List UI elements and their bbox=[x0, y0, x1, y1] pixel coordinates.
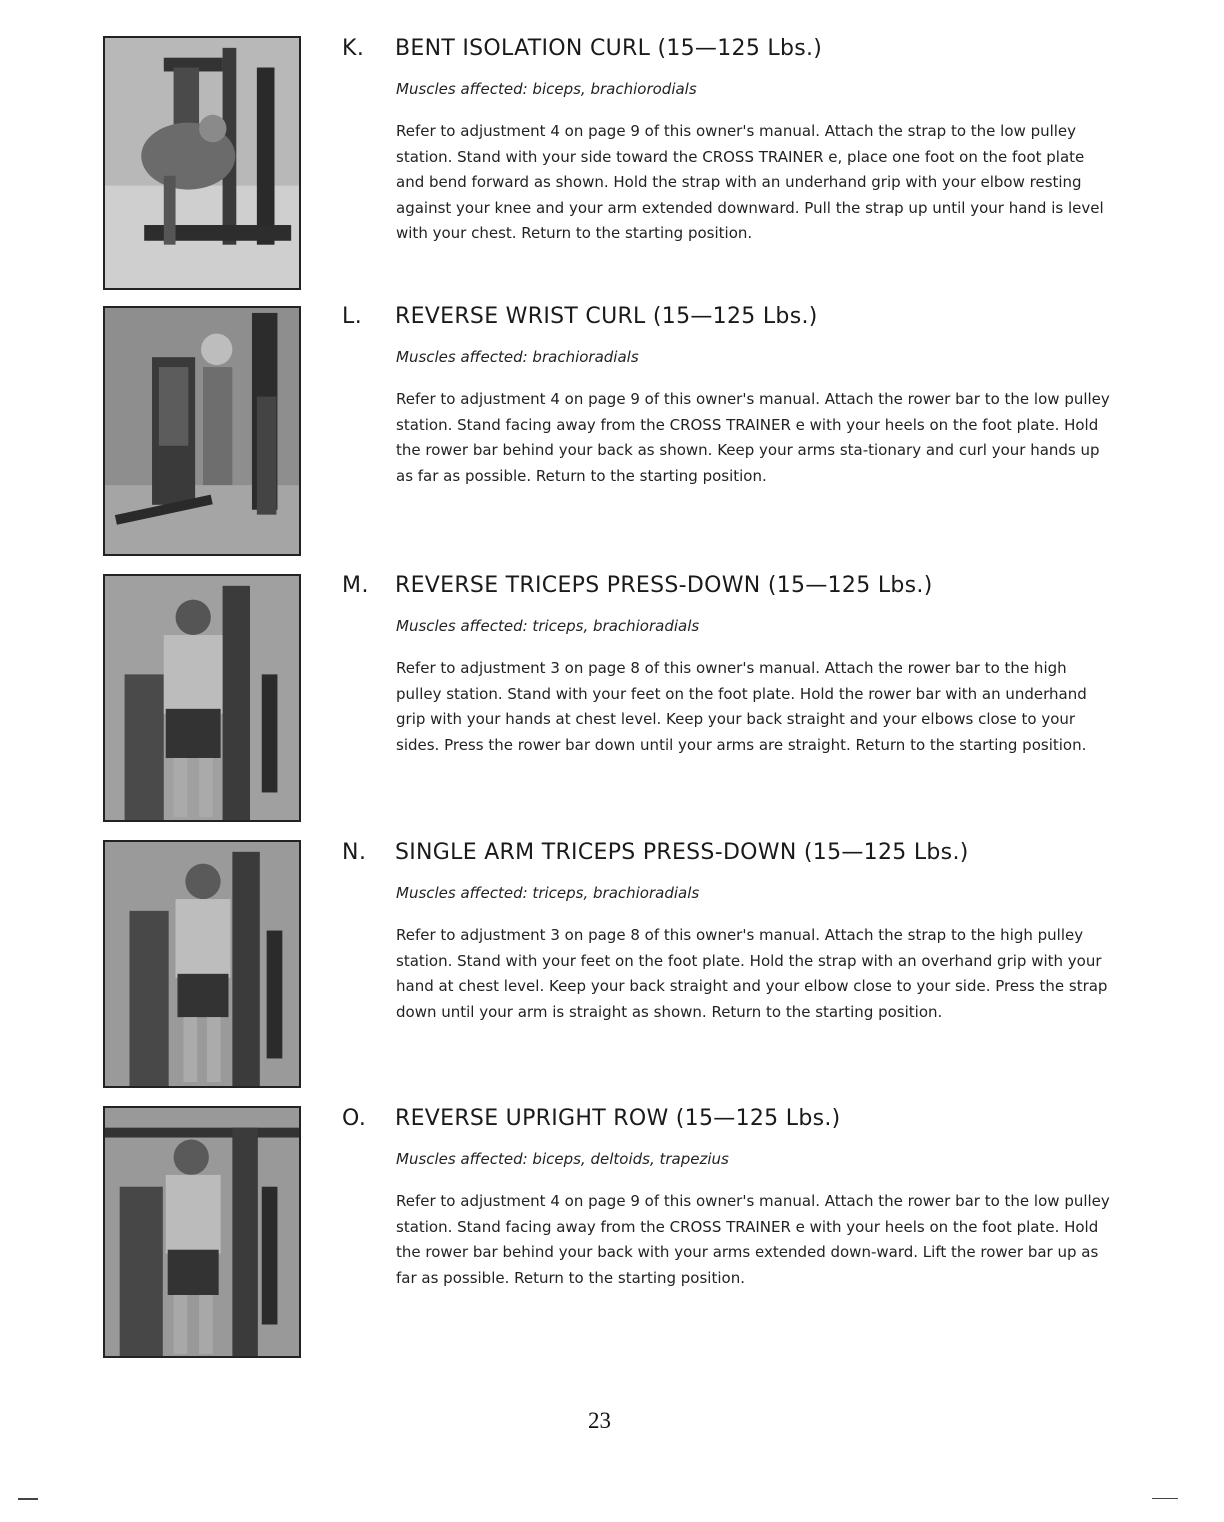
exercise-o bbox=[342, 1106, 1112, 1291]
exercise-letter: L. bbox=[342, 304, 363, 329]
exercise-letter: N. bbox=[342, 840, 367, 865]
muscles-affected: Muscles affected: triceps, brachioradials bbox=[396, 617, 700, 635]
exercise-title: REVERSE UPRIGHT ROW (15—125 Lbs.) bbox=[395, 1106, 841, 1131]
exercise-instructions: Refer to adjustment 3 on page 8 of this owner's manual. Attach the rower bar to the high pulley station. Stand with your feet on the foot plate. Hold the rower bar with an underhand grip with your hands at chest level. Keep your back straight and your elbows close to your sides. Press the rower bar down until your arms are straight. Return to the starting position. bbox=[396, 659, 1087, 754]
muscles-affected: Muscles affected: biceps, deltoids, trapezius bbox=[396, 1150, 729, 1168]
exercise-m bbox=[342, 573, 1112, 758]
muscles-affected: Muscles affected: biceps, brachiorodials bbox=[396, 80, 697, 98]
reverse-upright-row-photo bbox=[103, 1106, 301, 1358]
exercise-k bbox=[342, 36, 1112, 247]
page-number: 23 bbox=[588, 1408, 611, 1433]
exercise-title: REVERSE WRIST CURL (15—125 Lbs.) bbox=[395, 304, 818, 329]
exercise-instructions: Refer to adjustment 4 on page 9 of this owner's manual. Attach the rower bar to the low pulley station. Stand facing away from the CROSS TRAINER e with your heels on the foot plate. Hold the rower bar behind your back with your arms extended down-ward. Lift the rower bar up as far as possible. Return to the starting position. bbox=[396, 1192, 1110, 1287]
scan-mark bbox=[18, 1498, 38, 1500]
bent-isolation-curl-photo bbox=[103, 36, 301, 290]
exercise-instructions: Refer to adjustment 4 on page 9 of this owner's manual. Attach the rower bar to the low pulley station. Stand facing away from the CROSS TRAINER e with your heels on the foot plate. Hold the rower bar behind your back as shown. Keep your arms sta-tionary and curl your hands up as far as possible. Return to the starting position. bbox=[396, 390, 1110, 485]
reverse-triceps-press-down-photo bbox=[103, 574, 301, 822]
exercise-letter: M. bbox=[342, 573, 369, 598]
exercise-title: BENT ISOLATION CURL (15—125 Lbs.) bbox=[395, 36, 823, 61]
exercise-letter: K. bbox=[342, 36, 365, 61]
scan-mark bbox=[1152, 1498, 1178, 1499]
exercise-title: REVERSE TRICEPS PRESS-DOWN (15—125 Lbs.) bbox=[395, 573, 933, 598]
exercise-instructions: Refer to adjustment 4 on page 9 of this owner's manual. Attach the strap to the low pulley station. Stand with your side toward the CROSS TRAINER e, place one foot on the foot plate and bend forward as shown. Hold the strap with an underhand grip with your elbow resting against your knee and your arm extended downward. Pull the strap up until your hand is level with your chest. Return to the starting position. bbox=[396, 122, 1104, 243]
muscles-affected: Muscles affected: brachioradials bbox=[396, 348, 639, 366]
reverse-wrist-curl-photo bbox=[103, 306, 301, 556]
muscles-affected: Muscles affected: triceps, brachioradials bbox=[396, 884, 700, 902]
exercise-n bbox=[342, 840, 1112, 1025]
single-arm-triceps-press-down-photo bbox=[103, 840, 301, 1088]
exercise-instructions: Refer to adjustment 3 on page 8 of this owner's manual. Attach the strap to the high pulley station. Stand with your feet on the foot plate. Hold the strap with an overhand grip with your hand at chest level. Keep your back straight and your elbow close to your side. Press the strap down until your arm is straight as shown. Return to the starting position. bbox=[396, 926, 1108, 1021]
exercise-l bbox=[342, 304, 1112, 489]
exercise-letter: O. bbox=[342, 1106, 367, 1131]
exercise-title: SINGLE ARM TRICEPS PRESS-DOWN (15—125 Lbs.) bbox=[395, 840, 969, 865]
